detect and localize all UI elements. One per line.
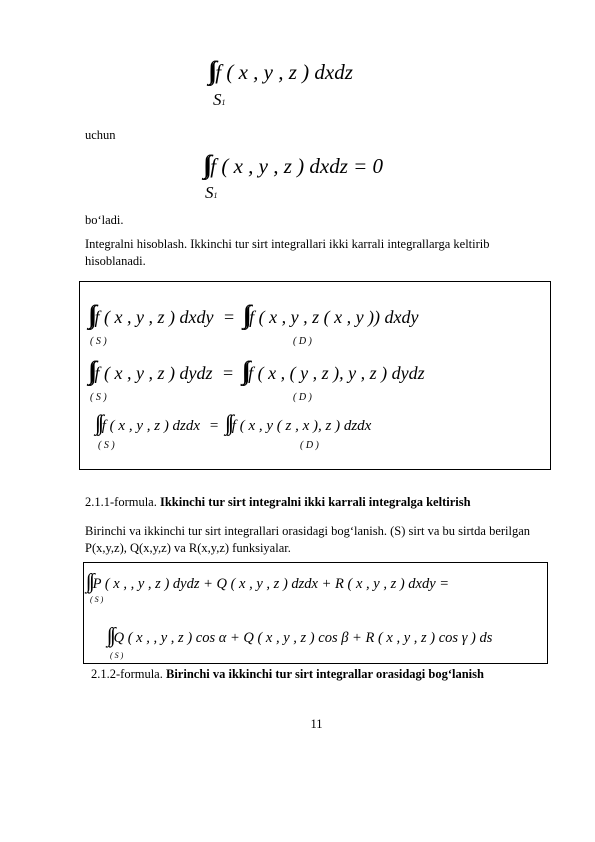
- box1-row-3-sub-left: ( S ): [98, 440, 115, 451]
- formula-top-body: f ( x , y , z ) dxdz: [215, 60, 353, 84]
- box2-line-1-sub: ( S ): [90, 595, 104, 604]
- caption-1: 2.1.1-formula. Ikkinchi tur sirt integralni ikki karrali integralga keltirish: [85, 495, 471, 509]
- box1-row-2-sub-left: ( S ): [90, 392, 107, 403]
- formula-zero-sub: S1: [205, 183, 218, 202]
- box1-row-3: f ( x , y , z ) dzdx = f ( x , y ( z , x ), z ) dzdx: [101, 418, 372, 434]
- formula-zero: [205, 150, 383, 180]
- box2-line-2: Q ( x , , y , z ) cos α + Q ( x , y , z ) cos β + R ( x , y , z ) cos γ ) ds: [113, 630, 493, 646]
- box2-line-2-sub: ( S ): [110, 651, 124, 660]
- box1-row-1-sub-left: ( S ): [90, 336, 107, 347]
- caption-2: 2.1.2-formula. Birinchi va ikkinchi tur sirt integrallar orasidagi bog‘lanish: [91, 667, 484, 681]
- box1-row-3-sub-right: ( D ): [300, 440, 319, 451]
- box1-row-1-sub-right: ( D ): [293, 336, 312, 347]
- formula-zero-body: f ( x , y , z ) dxdz = 0: [210, 154, 384, 178]
- formula-top: [210, 56, 353, 86]
- text-uchun: uchun: [85, 128, 116, 142]
- text-boladi: bo‘ladi.: [85, 213, 124, 227]
- box1-row-2: f ( x , y , z ) dydz = f ( x , ( y , z ), y , z ) dydz: [94, 363, 425, 383]
- box2-line-1: P ( x , , y , z ) dydz + Q ( x , y , z ) dzdx + R ( x , y , z ) dxdy =: [92, 576, 450, 592]
- paragraph-2: Birinchi va ikkinchi tur sirt integrallari orasidagi bog‘lanish. (S) sirt va bu sirtda berilgan P(x,y,z), Q(x,y,z) va R(x,y,z) funksiyalar.: [85, 524, 531, 555]
- formula-box-1: [79, 281, 551, 470]
- box1-row-2-sub-right: ( D ): [293, 392, 312, 403]
- formula-top-sub: S1: [213, 90, 226, 109]
- box1-row-1: f ( x , y , z ) dxdy = f ( x , y , z ( x , y )) dxdy: [94, 307, 419, 327]
- paragraph-1: Integralni hisoblash. Ikkinchi tur sirt integrallari ikki karrali integrallarga keltirib hisoblanadi.: [85, 237, 490, 268]
- page-number: 11: [310, 717, 323, 731]
- formula-box-2: [83, 562, 548, 664]
